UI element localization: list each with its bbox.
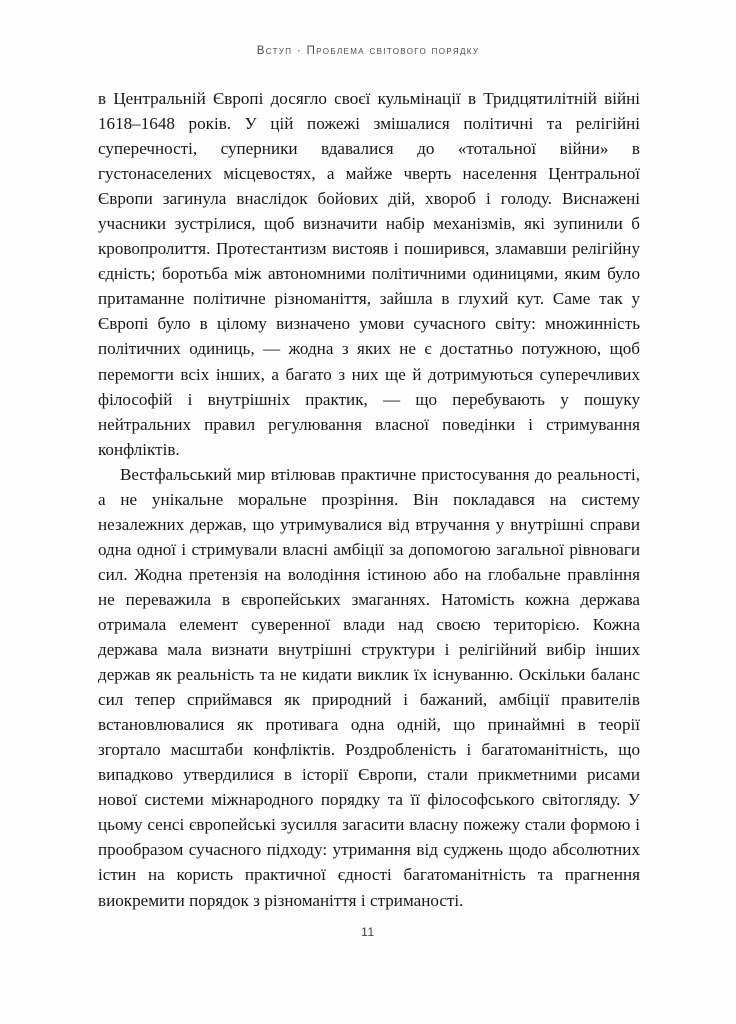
paragraph-1: в Центральній Європі досягло своєї кульмінації в Тридцятилітній війні 1618–1648 років. У цій пожежі змішалися політичні та релігійні суперечності, суперники вдавалися до «тотальної війни» в густонаселених місцевостях, а майже чверть населення Центральної Європи загинула внаслідок бойових дій, хвороб і голоду. Виснажені учасники зустрілися, щоб визначити набір механізмів, які зупинили б кровопролиття. Протестантизм вистояв і поширився, зламавши релігійну єдність; боротьба між автономними політичними одиницями, яким було притаманне політичне різноманіття, зайшла в глухий кут. Саме так у Європі було в цілому визначено умови сучасного світу: множинність політичних одиниць, — жодна з яких не є достатньо потужною, щоб перемогти всіх інших, а багато з них ще й дотримуються суперечливих філософій і внутрішніх практик, — що перебувають у пошуку нейтральних правил регулювання власної поведінки і стримування конфліктів.	[98, 89, 640, 459]
body-text-block	[98, 86, 640, 913]
running-head: Вступ · Проблема світового порядку	[256, 45, 480, 57]
page-number: 11	[361, 925, 375, 939]
paragraph-2: Вестфальський мир втілював практичне пристосування до реальності, а не унікальне моральне прозріння. Він покладався на систему незалежних держав, що утримувалися від втручання у внутрішні справи одна одної і стримували власні амбіції за допомогою загальної рівноваги сил. Жодна претензія на володіння істиною або на глобальне правління не переважила в європейських змаганнях. Натомість кожна держава отримала елемент суверенної влади над своєю територією. Кожна держава мала визнати внутрішні структури і релігійний вибір інших держав як реальність та не кидати виклик їх існуванню. Оскільки баланс сил тепер сприймався як природний і бажаний, амбіції правителів встановлювалися як противага одна одній, що принаймні в теорії згортало масштаби конфліктів. Роздробленість і багатоманітність, що випадково утвердилися в історії Європи, стали прикметними рисами нової системи міжнародного порядку та її філософського світогляду. У цьому сенсі європейські зусилля загасити власну пожежу стали формою і прообразом сучасного підходу: утримання від суджень щодо абсолютних істин на користь практичної єдності багатоманітність та прагнення виокремити порядок з різноманіття і стриманості.	[98, 464, 640, 910]
